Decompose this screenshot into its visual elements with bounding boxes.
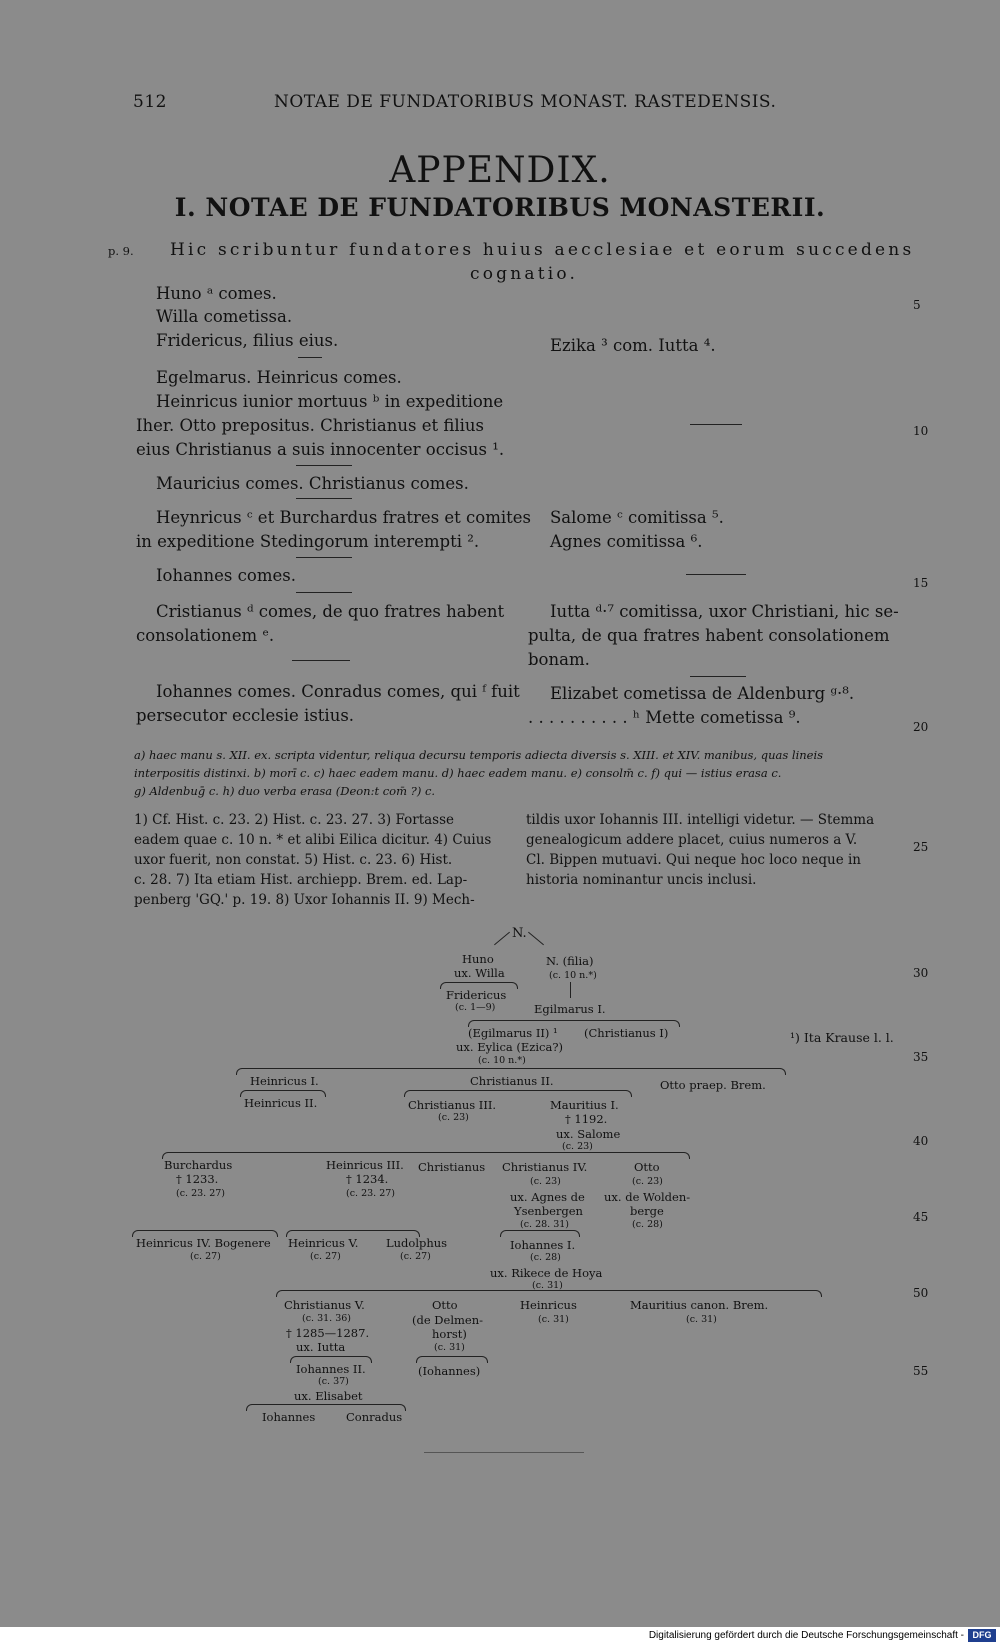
separator bbox=[686, 574, 746, 575]
tree-ref: (c. 31) bbox=[538, 1314, 569, 1325]
tree-person: Huno bbox=[462, 952, 494, 966]
tree-spouse: ux. Rikece de Hoya bbox=[490, 1266, 603, 1280]
apparatus-line: a) haec manu s. XII. ex. scripta videntur, reliqua decursu temporis adiecta diversis s. XIII. et XIV. manibus, quas lineis bbox=[134, 748, 824, 762]
tree-person: Fridericus bbox=[446, 988, 507, 1002]
tree-spouse: berge bbox=[630, 1204, 664, 1218]
left-line: eius Christianus a suis innocenter occisus ¹. bbox=[136, 440, 505, 459]
tree-person: Mauritius canon. Brem. bbox=[630, 1298, 769, 1312]
note-line: tildis uxor Iohannis III. intelligi videtur. — Stemma bbox=[526, 812, 875, 828]
left-line: Iher. Otto prepositus. Christianus et filius bbox=[136, 416, 484, 435]
tree-person: Egilmarus I. bbox=[534, 1002, 606, 1016]
tree-person: (Iohannes) bbox=[418, 1364, 481, 1378]
right-line: Salome ᶜ comitissa ⁵. bbox=[550, 508, 724, 527]
intro-line-2: cognatio. bbox=[470, 264, 579, 284]
tree-spouse: ux. Willa bbox=[454, 966, 505, 980]
tree-spouse: ux. Elisabet bbox=[294, 1389, 363, 1403]
tree-brace bbox=[500, 1230, 580, 1237]
tree-ref: (c. 31) bbox=[434, 1342, 465, 1353]
tree-ref: (c. 31. 36) bbox=[302, 1313, 351, 1324]
line-number: 40 bbox=[913, 1134, 929, 1148]
left-line: persecutor ecclesie istius. bbox=[136, 706, 355, 725]
separator bbox=[296, 465, 352, 466]
tree-ref: (c. 23. 27) bbox=[346, 1188, 395, 1199]
running-title: NOTAE DE FUNDATORIBUS MONAST. RASTEDENSIS. bbox=[274, 92, 777, 112]
left-line: Mauricius comes. Christianus comes. bbox=[156, 474, 469, 493]
tree-footnote: ¹) Ita Krause l. l. bbox=[790, 1030, 894, 1045]
tree-person: Heinricus II. bbox=[244, 1096, 318, 1110]
tree-spouse: ux. de Wolden- bbox=[604, 1190, 691, 1204]
tree-ref: (c. 10 n.*) bbox=[549, 970, 597, 981]
section-title: I. NOTAE DE FUNDATORIBUS MONASTERII. bbox=[174, 193, 826, 222]
tree-person: Ludolphus bbox=[386, 1236, 448, 1250]
tree-ref: (c. 31) bbox=[532, 1280, 563, 1291]
tree-person: Christianus II. bbox=[470, 1074, 554, 1088]
left-line: Iohannes comes. bbox=[156, 566, 296, 585]
tree-ref: (c. 31) bbox=[686, 1314, 717, 1325]
tree-brace bbox=[276, 1290, 822, 1297]
right-line: bonam. bbox=[528, 650, 590, 669]
tree-person: Christianus bbox=[418, 1160, 486, 1174]
tree-person: Heinricus bbox=[520, 1298, 577, 1312]
tree-person: Iohannes I. bbox=[510, 1238, 576, 1252]
tree-death: † 1233. bbox=[176, 1172, 219, 1186]
left-line: Heinricus iunior mortuus ᵇ in expeditione bbox=[156, 392, 504, 411]
left-line: Fridericus, filius eius. bbox=[156, 331, 339, 350]
right-line: Ezika ³ com. Iutta ⁴. bbox=[550, 336, 716, 355]
tree-ref: (c. 10 n.*) bbox=[478, 1055, 526, 1066]
tree-ref: (c. 28) bbox=[530, 1252, 561, 1263]
tree-ref: (c. 23. 27) bbox=[176, 1188, 225, 1199]
right-line: pulta, de qua fratres habent consolationem bbox=[528, 626, 890, 645]
tree-ref: (c. 23) bbox=[562, 1141, 593, 1152]
tree-person: Heinricus I. bbox=[250, 1074, 319, 1088]
tree-sub: horst) bbox=[432, 1327, 467, 1341]
tree-person: Heinricus V. bbox=[288, 1236, 359, 1250]
tree-ref: (c. 23) bbox=[438, 1112, 469, 1123]
tree-ref: (c. 28) bbox=[632, 1219, 663, 1230]
tree-sub: (de Delmen- bbox=[412, 1313, 484, 1327]
note-line: 1) Cf. Hist. c. 23. 2) Hist. c. 23. 27. 3) Fortasse bbox=[134, 812, 455, 828]
tree-person: Iohannes II. bbox=[296, 1362, 366, 1376]
tree-ref: (c. 1—9) bbox=[455, 1002, 496, 1013]
note-line: Cl. Bippen mutuavi. Qui neque hoc loco neque in bbox=[526, 852, 862, 868]
tree-person: (Christianus I) bbox=[584, 1026, 669, 1040]
tree-person: Christianus IV. bbox=[502, 1160, 588, 1174]
separator bbox=[292, 660, 350, 661]
separator bbox=[296, 592, 352, 593]
note-line: c. 28. 7) Ita etiam Hist. archiepp. Brem. ed. Lap- bbox=[134, 872, 468, 888]
end-rule bbox=[424, 1452, 584, 1453]
tree-person: N. (filia) bbox=[546, 954, 594, 968]
tree-person: Christianus III. bbox=[408, 1098, 497, 1112]
tree-death: † 1192. bbox=[565, 1112, 608, 1126]
tree-person: Christianus V. bbox=[284, 1298, 365, 1312]
tree-person: Burchardus bbox=[164, 1158, 233, 1172]
line-number: 30 bbox=[913, 966, 929, 980]
tree-ref: (c. 27) bbox=[310, 1251, 341, 1262]
tree-ref: (c. 23) bbox=[530, 1176, 561, 1187]
note-line: eadem quae c. 10 n. * et alibi Eilica dicitur. 4) Cuius bbox=[134, 832, 492, 848]
tree-brace bbox=[162, 1152, 690, 1159]
tree-person: Otto praep. Brem. bbox=[660, 1078, 766, 1092]
left-line: Willa cometissa. bbox=[156, 307, 293, 326]
footer-text: Digitalisierung gefördert durch die Deutsche Forschungsgemeinschaft - bbox=[648, 1630, 964, 1641]
tree-death: † 1234. bbox=[346, 1172, 389, 1186]
left-line: Huno ᵃ comes. bbox=[156, 284, 277, 303]
left-line: Heynricus ᶜ et Burchardus fratres et comites bbox=[156, 508, 532, 527]
right-line: Iutta ᵈ·⁷ comitissa, uxor Christiani, hic se- bbox=[550, 602, 899, 621]
note-line: uxor fuerit, non constat. 5) Hist. c. 23. 6) Hist. bbox=[134, 852, 453, 868]
left-line: Egelmarus. Heinricus comes. bbox=[156, 368, 402, 387]
separator bbox=[296, 498, 352, 499]
line-number: 20 bbox=[913, 720, 929, 734]
margin-ref: p. 9. bbox=[108, 244, 134, 258]
right-line: Agnes comitissa ⁶. bbox=[550, 532, 703, 551]
left-line: Iohannes comes. Conradus comes, qui ᶠ fuit bbox=[156, 682, 520, 701]
line-number: 15 bbox=[913, 576, 929, 590]
tree-brace bbox=[416, 1356, 488, 1363]
right-line: . . . . . . . . . . ʰ Mette cometissa ⁹. bbox=[528, 708, 801, 727]
note-line: genealogicum addere placet, cuius numeros a V. bbox=[526, 832, 858, 848]
tree-death: † 1285—1287. bbox=[286, 1326, 370, 1340]
note-line: historia nominantur uncis inclusi. bbox=[526, 872, 757, 888]
tree-person: Heinricus III. bbox=[326, 1158, 404, 1172]
tree-line bbox=[570, 982, 571, 998]
tree-person: Heinricus IV. Bogenere bbox=[136, 1236, 271, 1250]
line-number: 55 bbox=[913, 1364, 929, 1378]
line-number: 45 bbox=[913, 1210, 929, 1224]
tree-person: (Egilmarus II) ¹ bbox=[468, 1026, 558, 1040]
left-line: consolationem ᵉ. bbox=[136, 626, 275, 645]
separator bbox=[690, 424, 742, 425]
tree-ref: (c. 23) bbox=[632, 1176, 663, 1187]
tree-brace bbox=[404, 1090, 632, 1097]
tree-person: Otto bbox=[634, 1160, 660, 1174]
tree-root: N. bbox=[512, 926, 527, 941]
left-line: in expeditione Stedingorum interempti ². bbox=[136, 532, 480, 551]
dfg-logo[interactable]: DFG bbox=[968, 1629, 996, 1642]
apparatus-line: interpositis distinxi. b) morī c. c) haec eadem manu. d) haec eadem manu. e) consolm̄ c. f) qui — istius erasa c. bbox=[134, 766, 782, 780]
left-line: Cristianus ᵈ comes, de quo fratres habent bbox=[156, 602, 505, 621]
line-number: 35 bbox=[913, 1050, 929, 1064]
tree-ref: (c. 27) bbox=[400, 1251, 431, 1262]
tree-spouse: ux. Agnes de bbox=[510, 1190, 585, 1204]
line-number: 10 bbox=[913, 424, 929, 438]
tree-person: Conradus bbox=[346, 1410, 403, 1424]
tree-ref: (c. 37) bbox=[318, 1376, 349, 1387]
apparatus-line: g) Aldenbuḡ c. h) duo verba erasa (Deon:t com̄ ?) c. bbox=[134, 784, 436, 798]
line-number: 25 bbox=[913, 840, 929, 854]
separator bbox=[690, 676, 746, 677]
tree-spouse: ux. Salome bbox=[556, 1127, 621, 1141]
separator bbox=[296, 557, 352, 558]
intro-line-1: Hic scribuntur fundatores huius aecclesiae et eorum succedens bbox=[170, 240, 915, 260]
tree-person: Mauritius I. bbox=[550, 1098, 619, 1112]
tree-ref: (c. 28. 31) bbox=[520, 1219, 569, 1230]
tree-ref: (c. 27) bbox=[190, 1251, 221, 1262]
tree-person: Iohannes bbox=[262, 1410, 316, 1424]
tree-spouse: Ysenbergen bbox=[514, 1204, 583, 1218]
page-number: 512 bbox=[133, 92, 167, 112]
tree-line bbox=[494, 932, 510, 946]
tree-spouse: ux. Iutta bbox=[296, 1340, 346, 1354]
line-number: 50 bbox=[913, 1286, 929, 1300]
right-line: Elizabet cometissa de Aldenburg ᵍ·⁸. bbox=[550, 684, 855, 703]
tree-spouse: ux. Eylica (Ezica?) bbox=[456, 1040, 563, 1054]
tree-line bbox=[528, 932, 544, 946]
appendix-title: APPENDIX. bbox=[389, 150, 611, 191]
note-line: penberg 'GQ.' p. 19. 8) Uxor Iohannis II. 9) Mech- bbox=[134, 892, 475, 908]
separator bbox=[298, 357, 322, 358]
line-number: 5 bbox=[913, 298, 921, 312]
tree-person: Otto bbox=[432, 1298, 458, 1312]
